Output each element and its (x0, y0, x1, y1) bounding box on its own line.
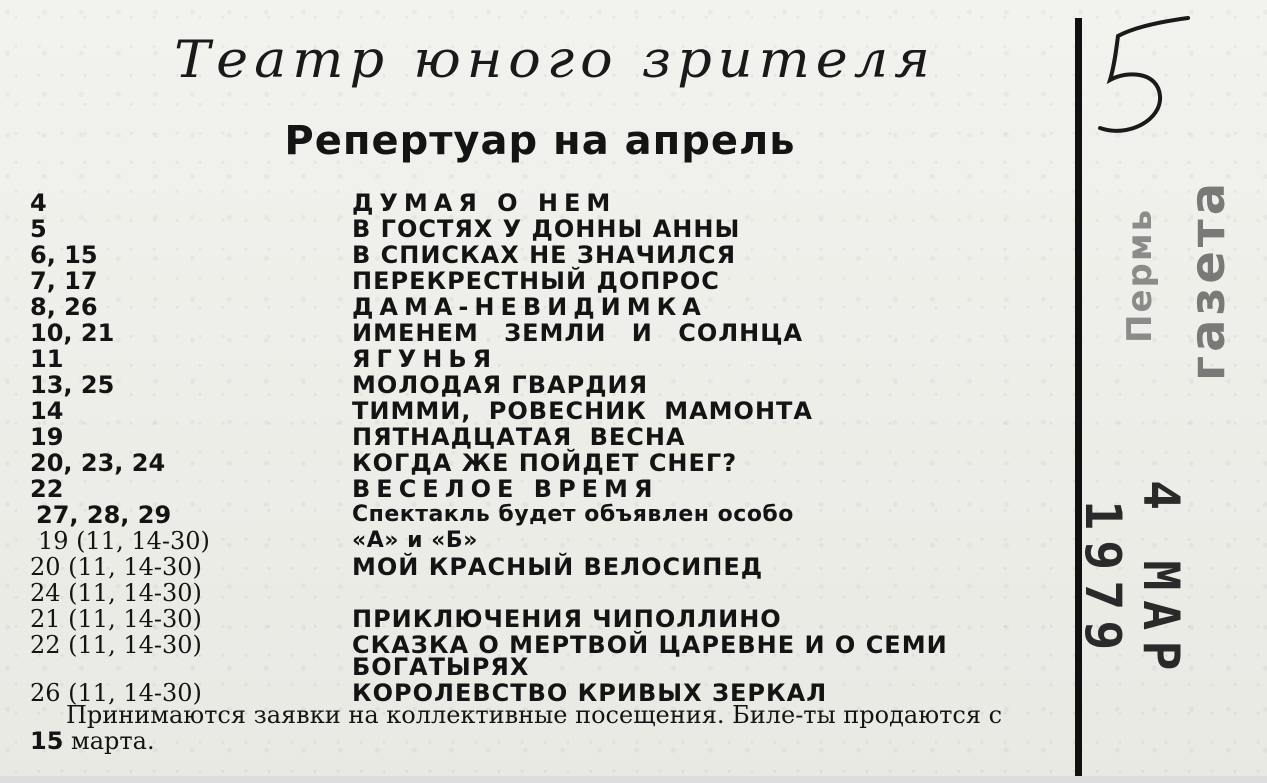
show-dates: 6, 15 (30, 241, 98, 269)
show-dates: 20 (11, 14-30) (30, 553, 202, 581)
play-title: МОЙ КРАСНЫЙ ВЕЛОСИПЕД (352, 553, 764, 581)
repertoire-heading: Репертуар на апрель (284, 118, 796, 164)
play-title: ДУМАЯ О НЕМ (352, 189, 617, 217)
play-title: ИМЕНЕМ ЗЕМЛИ И СОЛНЦА (352, 319, 804, 347)
ticket-note (30, 702, 1030, 754)
play-title: Спектакль будет объявлен особо (352, 502, 794, 527)
show-dates: 4 (30, 189, 47, 217)
play-title: СКАЗКА О МЕРТВОЙ ЦАРЕВНЕ И О СЕМИ (352, 631, 948, 659)
stamp-date: 4 МАР 1979 (1074, 479, 1190, 681)
show-dates: 13, 25 (30, 371, 115, 399)
play-title: ПРИКЛЮЧЕНИЯ ЧИПОЛЛИНО (352, 605, 782, 633)
ticket-note-date: 15 (30, 727, 64, 755)
show-dates: 5 (30, 215, 47, 243)
play-title: ПЕРЕКРЕСТНЫЙ ДОПРОС (352, 267, 720, 295)
show-dates: 19 (30, 423, 64, 451)
show-dates: 19 (11, 14-30) (38, 527, 210, 555)
play-title: В СПИСКАХ НЕ ЗНАЧИЛСЯ (352, 241, 737, 269)
show-dates: 22 (11, 14-30) (30, 631, 202, 659)
ticket-note-month: марта. (63, 727, 155, 755)
show-dates: 24 (11, 14-30) (30, 579, 202, 607)
play-title: ПЯТНАДЦАТАЯ ВЕСНА (352, 423, 686, 451)
play-title: ЯГУНЬЯ (352, 345, 498, 373)
play-title: В ГОСТЯХ У ДОННЫ АННЫ (352, 215, 741, 243)
play-title: «А» и «Б» (352, 528, 478, 553)
show-dates: 26 (11, 14-30) (30, 679, 202, 707)
show-dates: 8, 26 (30, 293, 98, 321)
show-dates: 11 (30, 345, 64, 373)
show-dates: 27, 28, 29 (36, 501, 172, 529)
ticket-note-text: Принимаются заявки на коллективные посещения. Биле-ты продаются с (66, 701, 1003, 729)
show-dates: 7, 17 (30, 267, 98, 295)
stamp-city: Пермь (1120, 207, 1160, 343)
show-dates: 14 (30, 397, 64, 425)
show-dates: 20, 23, 24 (30, 449, 166, 477)
play-title: ВЕСЕЛОЕ ВРЕМЯ (352, 475, 659, 503)
scan-edge (0, 776, 1267, 783)
stamp-paper: газета (1180, 178, 1236, 382)
play-title: ТИММИ, РОВЕСНИК МАМОНТА (352, 397, 813, 425)
play-title: КОРОЛЕВСТВО КРИВЫХ ЗЕРКАЛ (352, 679, 828, 707)
show-dates: 22 (30, 475, 64, 503)
play-title: КОГДА ЖЕ ПОЙДЕТ СНЕГ? (352, 449, 738, 477)
play-title: ДАМА-НЕВИДИМКА (352, 293, 707, 321)
play-title: МОЛОДАЯ ГВАРДИЯ (352, 371, 649, 399)
play-title: БОГАТЫРЯХ (352, 653, 530, 681)
show-dates: 10, 21 (30, 319, 115, 347)
theatre-title: Театр юного зрителя (174, 29, 936, 90)
show-dates: 21 (11, 14-30) (30, 605, 202, 633)
